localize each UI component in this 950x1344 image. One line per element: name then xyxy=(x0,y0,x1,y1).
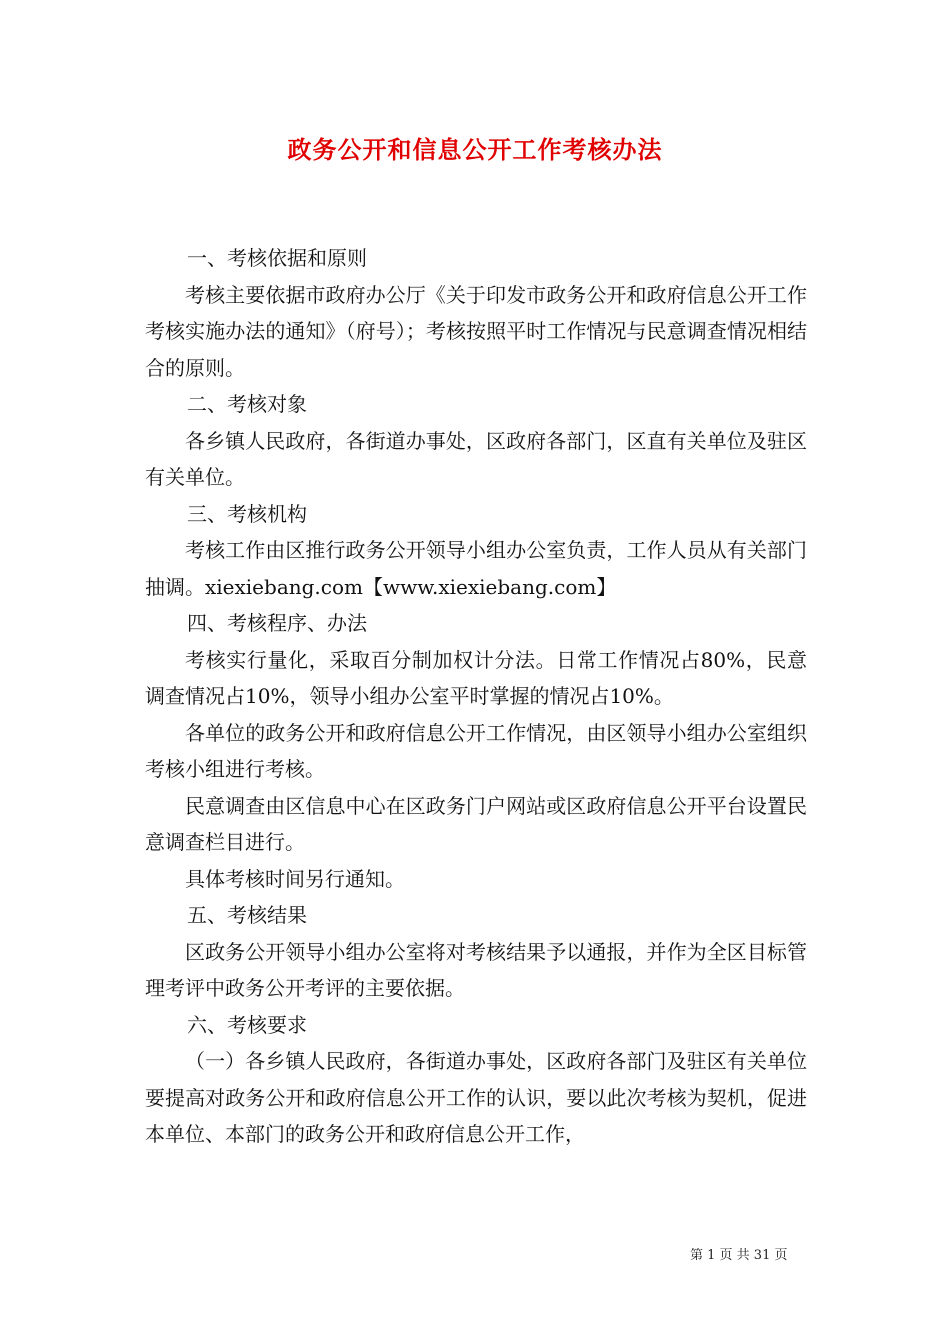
paragraph-results: 区政务公开领导小组办公室将对考核结果予以通报，并作为全区目标管理考评中政务公开考评的主要依据。 xyxy=(145,939,807,1000)
paragraph-scoring: 考核实行量化，采取百分制加权计分法。日常工作情况占80%，民意调查情况占10%，领导小组办公室平时掌握的情况占10%。 xyxy=(145,647,807,708)
page-number: 第 1 页 共 31 页 xyxy=(690,1248,788,1263)
section-heading-results: 五、考核结果 xyxy=(187,903,307,927)
paragraph-schedule: 具体考核时间另行通知。 xyxy=(185,866,405,891)
document-body xyxy=(145,240,807,1153)
section-heading-procedure: 四、考核程序、办法 xyxy=(187,611,367,635)
paragraph-targets: 各乡镇人民政府，各街道办事处，区政府各部门，区直有关单位及驻区有关单位。 xyxy=(145,428,807,489)
section-heading-requirements: 六、考核要求 xyxy=(187,1012,307,1037)
document-title: 政务公开和信息公开工作考核办法 xyxy=(287,136,663,164)
paragraph-requirement-1: （一）各乡镇人民政府，各街道办事处，区政府各部门及驻区有关单位要提高对政务公开和政府信息公开工作的认识，要以此次考核为契机，促进本单位、本部门的政务公开和政府信息公开工作， xyxy=(145,1049,807,1146)
paragraph-survey: 民意调查由区信息中心在区政务门户网站或区政府信息公开平台设置民意调查栏目进行。 xyxy=(145,793,807,854)
section-heading-basis: 一、考核依据和原则 xyxy=(187,246,367,270)
paragraph-agency: 考核工作由区推行政务公开领导小组办公室负责，工作人员从有关部门抽调。xiexiebang.com【www.xiexiebang.com】 xyxy=(145,538,807,599)
paragraph-assessment-group: 各单位的政务公开和政府信息公开工作情况，由区领导小组办公室组织考核小组进行考核。 xyxy=(145,720,807,781)
paragraph-basis: 考核主要依据市政府办公厅《关于印发市政务公开和政府信息公开工作考核实施办法的通知》（府号）；考核按照平时工作情况与民意调查情况相结合的原则。 xyxy=(145,282,807,380)
section-heading-targets: 二、考核对象 xyxy=(187,392,307,416)
section-heading-agency: 三、考核机构 xyxy=(187,501,307,526)
